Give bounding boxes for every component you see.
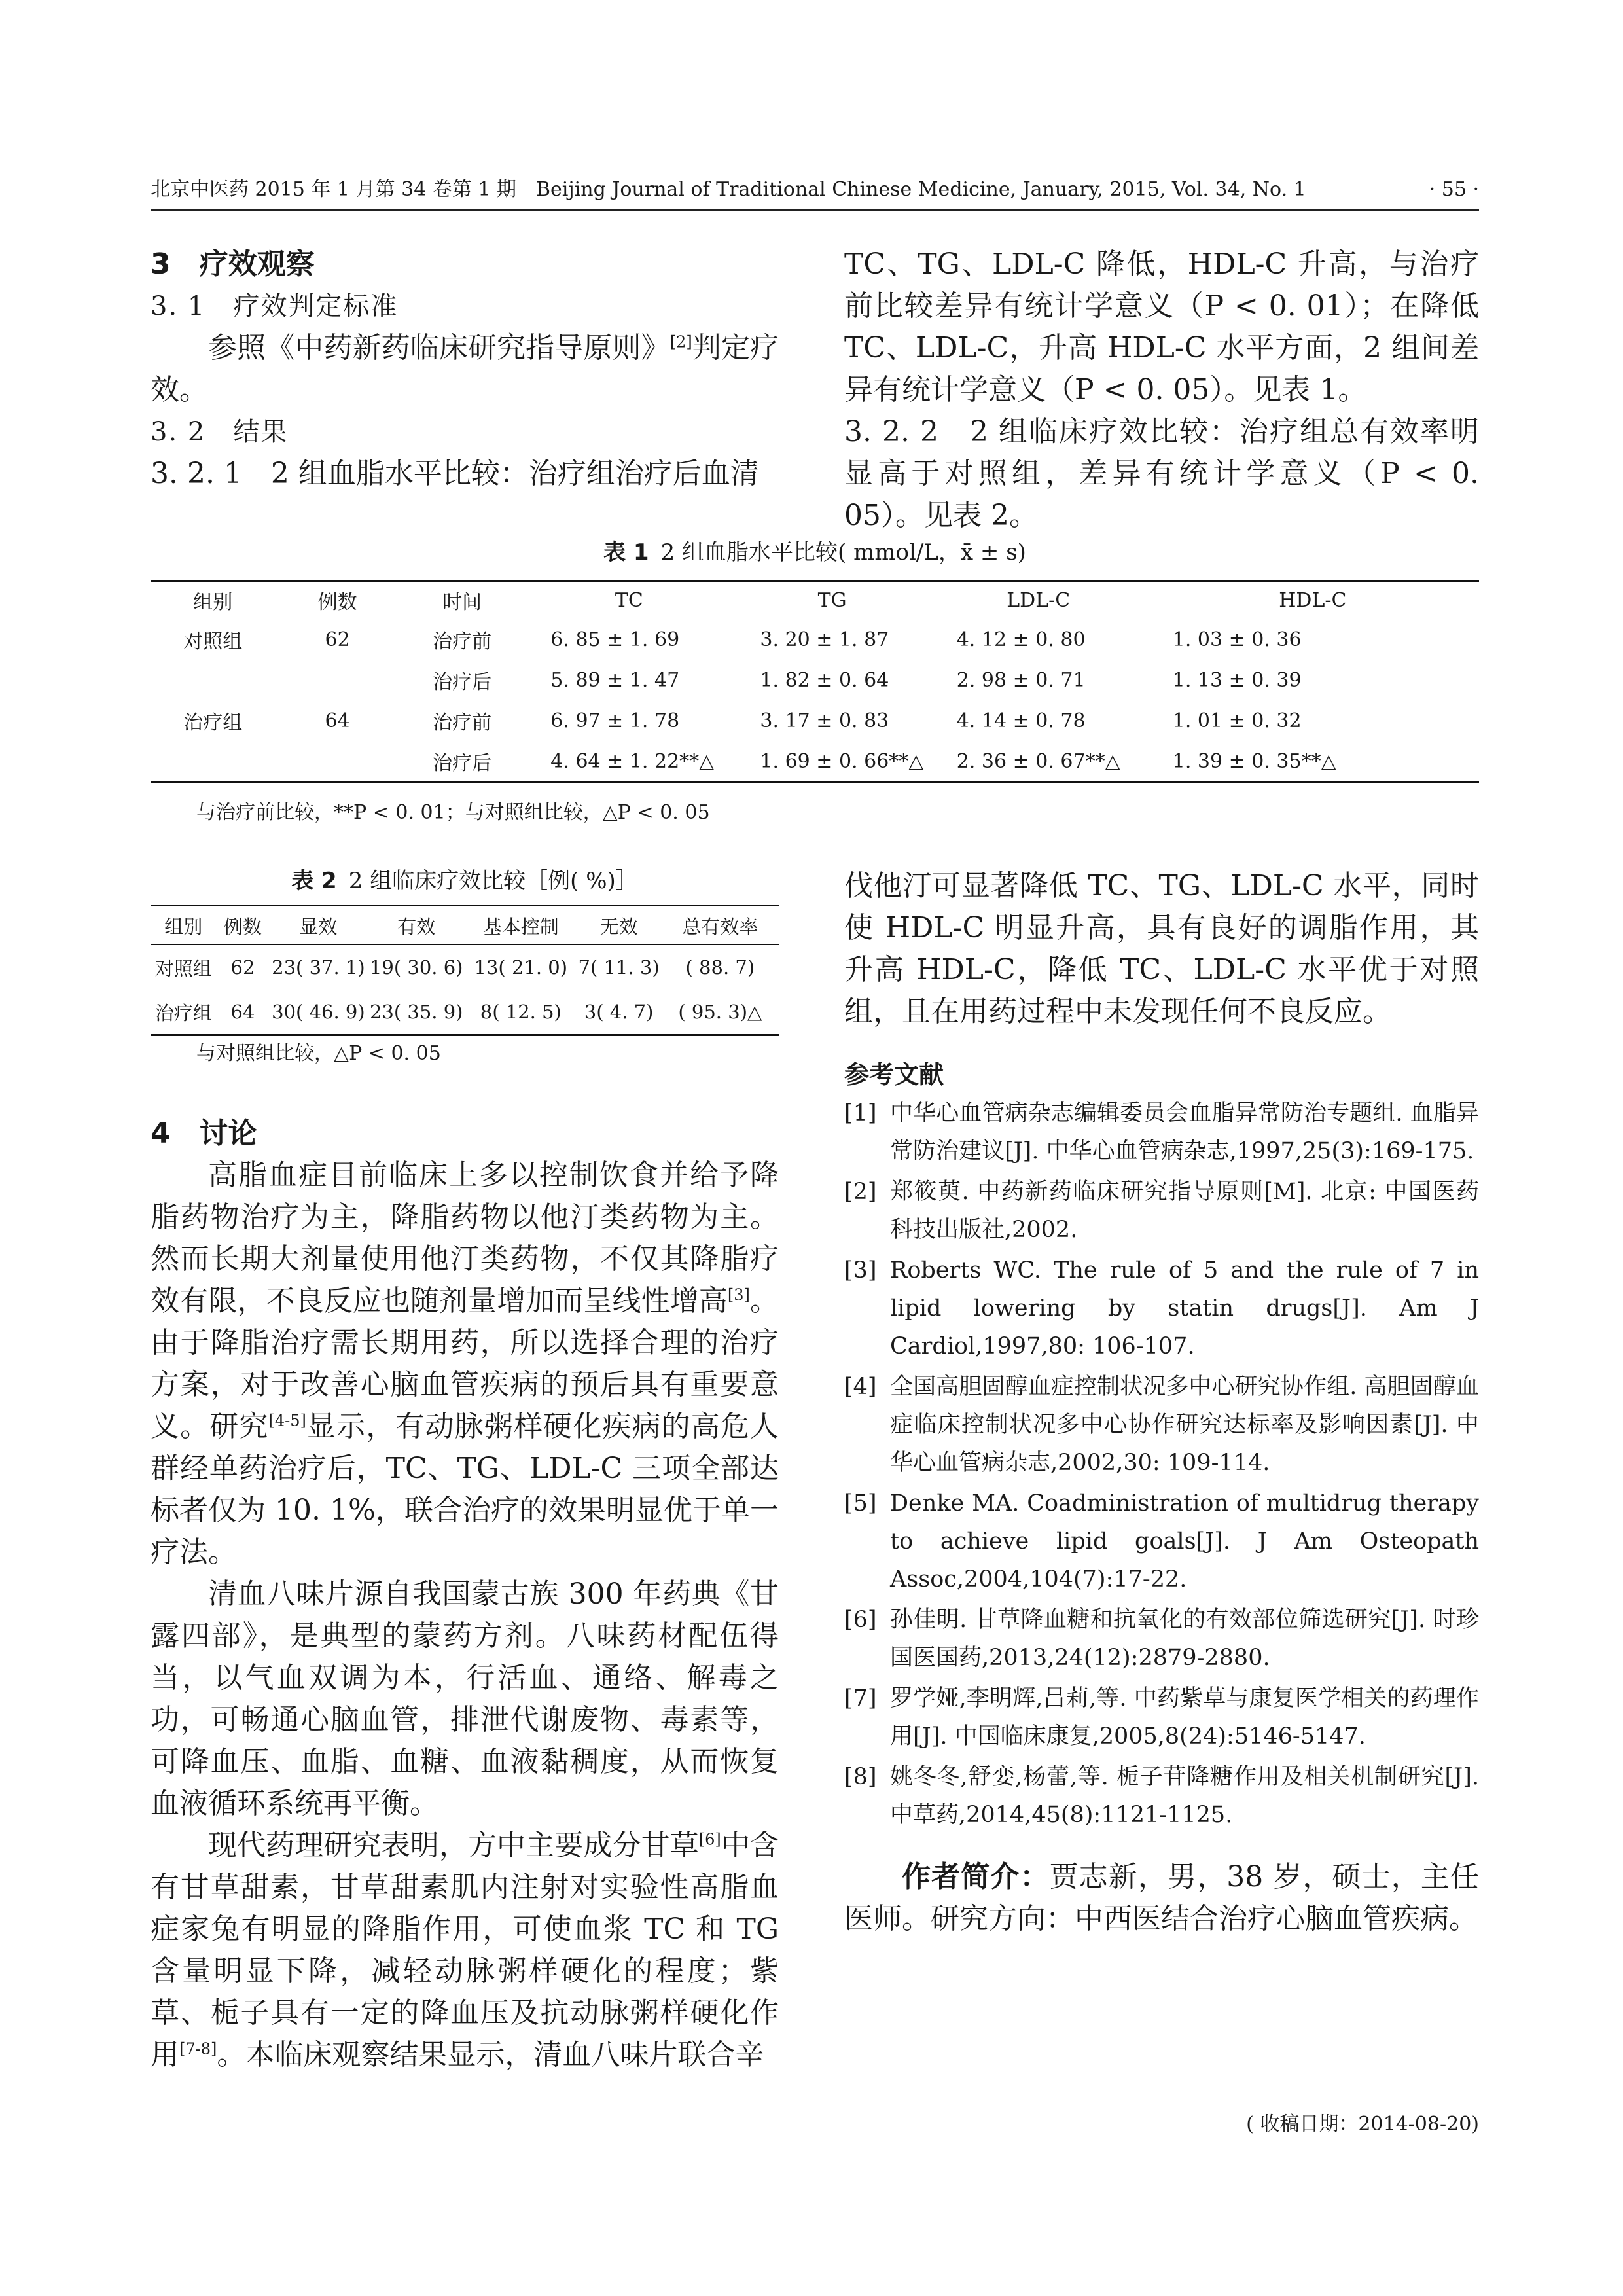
right-column-lower <box>844 865 1479 1940</box>
reference-item <box>844 1251 1479 1365</box>
section-3-2-1-continued: TC、TG、LDL-C 降低，HDL-C 升高，与治疗前比较差异有统计学意义（P < 0. 01）；在降低 TC、LDL-C，升高 HDL-C 水平方面，2 组间差异有统计学意义（P < 0. 05）。见表 1。 <box>844 247 1479 406</box>
table2-caption: 表 2 2 组临床疗效比较［例( %)］ <box>291 868 638 894</box>
table1-caption: 表 1 2 组血脂水平比较( mmol/L，x̄ ± s) <box>603 539 1026 565</box>
reference-number: [5] <box>844 1490 877 1516</box>
section-3-2-title: 3. 2 结果 <box>151 417 289 447</box>
reference-item <box>844 1679 1479 1755</box>
reference-number: [2] <box>844 1179 877 1205</box>
reference-item <box>844 1368 1479 1482</box>
section-3-title: 3 疗效观察 <box>151 247 315 281</box>
table-row: 治疗后 5. 89 ± 1. 47 1. 82 ± 0. 64 2. 98 ± 0. 71 1. 13 ± 0. 39 <box>433 668 1302 694</box>
section-3-1-title: 3. 1 疗效判定标准 <box>151 291 399 321</box>
table-row: 治疗组 64 治疗前 6. 97 ± 1. 78 3. 17 ± 0. 83 4. 14 ± 0. 78 1. 01 ± 0. 32 <box>183 709 1302 734</box>
reference-item <box>844 1484 1479 1598</box>
reference-item <box>844 1758 1479 1834</box>
discussion-paragraph-2: 清血八味片源自我国蒙古族 300 年药典《甘露四部》，是典型的蒙药方剂。八味药材配伍得当，以气血双调为本，行活血、通络、解毒之功，可畅通心脑血管，排泄代谢废物、毒素等，可降血压、血脂、血糖、血液黏稠度，从而恢复血液循环系统再平衡。 <box>151 1577 779 1820</box>
discussion-paragraph-1: 高脂血症目前临床上多以控制饮食并给予降脂药物治疗为主，降脂药物以他汀类药物为主。然而长期大剂量使用他汀类药物，不仅其降脂疗效有限，不良反应也随剂量增加而呈线性增高[3]。由于降脂治疗需长期用药，所以选择合理的治疗方案，对于改善心脑血管疾病的预后具有重要意义。研究[4-5]显示，有动脉粥样硬化疾病的高危人群经单药治疗后，TC、TG、LDL-C 三项全部达标者仅为 10. 1%，联合治疗的效果明显优于单一疗法。 <box>151 1158 779 1569</box>
header-rule <box>151 209 1479 211</box>
table2-note: 与对照组比较，△P < 0. 05 <box>196 1042 441 1065</box>
reference-item <box>844 1094 1479 1170</box>
reference-item <box>844 1173 1479 1249</box>
reference-text: 全国高胆固醇血症控制状况多中心研究协作组. 高胆固醇血症临床控制状况多中心协作研究达标率及影响因素[J]. 中华心血管病杂志,2002,30: 109-114. <box>890 1374 1479 1476</box>
table-row: 治疗组 64 30( 46. 9) 23( 35. 9) 8( 12. 5) 3( 4. 7) ( 95. 3)△ <box>151 990 779 1035</box>
section-3-1-text: 参照《中药新药临床研究指导原则》[2]判定疗效。 <box>151 331 779 406</box>
running-header <box>151 175 1479 204</box>
reference-number: [4] <box>844 1374 877 1400</box>
reference-number: [1] <box>844 1100 877 1126</box>
reference-number: [8] <box>844 1764 877 1790</box>
discussion-section <box>151 1113 779 2076</box>
page-number: · 55 · <box>1429 178 1479 201</box>
table-row: 治疗后 4. 64 ± 1. 22**△ 1. 69 ± 0. 66**△ 2. 36 ± 0. 67**△ 1. 39 ± 0. 35**△ <box>151 741 1479 783</box>
reference-number: [3] <box>844 1257 877 1283</box>
discussion-paragraph-3: 现代药理研究表明，方中主要成分甘草[6]中含有甘草甜素，甘草甜素肌内注射对实验性高脂血症家兔有明显的降脂作用，可使血浆 TC 和 TG 含量明显下降，减轻动脉粥样硬化的程度；紫草、栀子具有一定的降血压及抗动脉粥样硬化作用[7-8]。本临床观察结果显示，清血八味片联合辛 <box>151 1829 779 2072</box>
reference-item <box>844 1601 1479 1677</box>
table-row: 对照组 62 23( 37. 1) 19( 30. 6) 13( 21. 0) 7( 11. 3) ( 88. 7) <box>154 956 755 980</box>
reference-number: [6] <box>844 1607 877 1633</box>
right-column-top <box>844 243 1479 537</box>
reference-text: 孙佳明. 甘草降血糖和抗氧化的有效部位筛选研究[J]. 时珍国医国药,2013,24(12):2879-2880. <box>890 1607 1479 1671</box>
references-title: 参考文献 <box>844 1060 944 1089</box>
author-bio: 作者简介：贾志新，男，38 岁，硕士，主任医师。研究方向：中西医结合治疗心脑血管疾病。 <box>844 1860 1479 1935</box>
section-3-2-1-text: 3. 2. 1 2 组血脂水平比较：治疗组治疗后血清 <box>151 457 759 490</box>
reference-text: 姚冬冬,舒娈,杨蕾,等. 栀子苷降糖作用及相关机制研究[J]. 中草药,2014,45(8):1121-1125. <box>890 1764 1479 1828</box>
reference-list <box>844 1094 1479 1834</box>
section-3-2-2-text: 3. 2. 2 2 组临床疗效比较：治疗组总有效率明显高于对照组，差异有统计学意义（P < 0. 05）。见表 2。 <box>844 415 1479 532</box>
left-column-top <box>151 243 779 495</box>
table1-header-row: 组别 例数 时间 TC TG LDL-C HDL-C <box>151 581 1479 619</box>
reference-text: 郑筱萸. 中药新药临床研究指导原则[M]. 北京: 中国医药科技出版社,2002. <box>890 1179 1479 1243</box>
reference-text: Roberts WC. The rule of 5 and the rule of 7 in lipid lowering by statin drugs[J]. Am J Cardiol,1997,80: 106-107. <box>890 1257 1479 1359</box>
section-4-title: 4 讨论 <box>151 1117 257 1150</box>
table2-header-row: 组别 例数 显效 有效 基本控制 无效 总有效率 <box>151 906 779 945</box>
reference-text: 中华心血管病杂志编辑委员会血脂异常防治专题组. 血脂异常防治建议[J]. 中华心血管病杂志,1997,25(3):169-175. <box>890 1100 1479 1164</box>
journal-header: 北京中医药 2015 年 1 月第 34 卷第 1 期 Beijing Journal of Traditional Chinese Medicine, January, 2015, Vol. 34, No. 1 <box>151 178 1306 201</box>
table-row: 对照组 62 治疗前 6. 85 ± 1. 69 3. 20 ± 1. 87 4. 12 ± 0. 80 1. 03 ± 0. 36 <box>183 628 1302 653</box>
table1-note: 与治疗前比较，**P < 0. 01；与对照组比较，△P < 0. 05 <box>196 801 710 824</box>
reference-number: [7] <box>844 1685 877 1712</box>
received-date: ( 收稿日期：2014-08-20) <box>1246 2113 1479 2136</box>
discussion-continued: 伐他汀可显著降低 TC、TG、LDL-C 水平，同时使 HDL-C 明显升高，具有良好的调脂作用，其升高 HDL-C，降低 TC、LDL-C 水平优于对照组，且在用药过程中未发现任何不良反应。 <box>844 869 1479 1028</box>
table1 <box>151 580 1479 783</box>
reference-text: Denke MA. Coadministration of multidrug therapy to achieve lipid goals[J]. J Am Osteopath Assoc,2004,104(7):17-22. <box>890 1490 1479 1592</box>
reference-text: 罗学娅,李明辉,吕莉,等. 中药紫草与康复医学相关的药理作用[J]. 中国临床康复,2005,8(24):5146-5147. <box>890 1685 1479 1749</box>
table2 <box>151 905 779 1036</box>
